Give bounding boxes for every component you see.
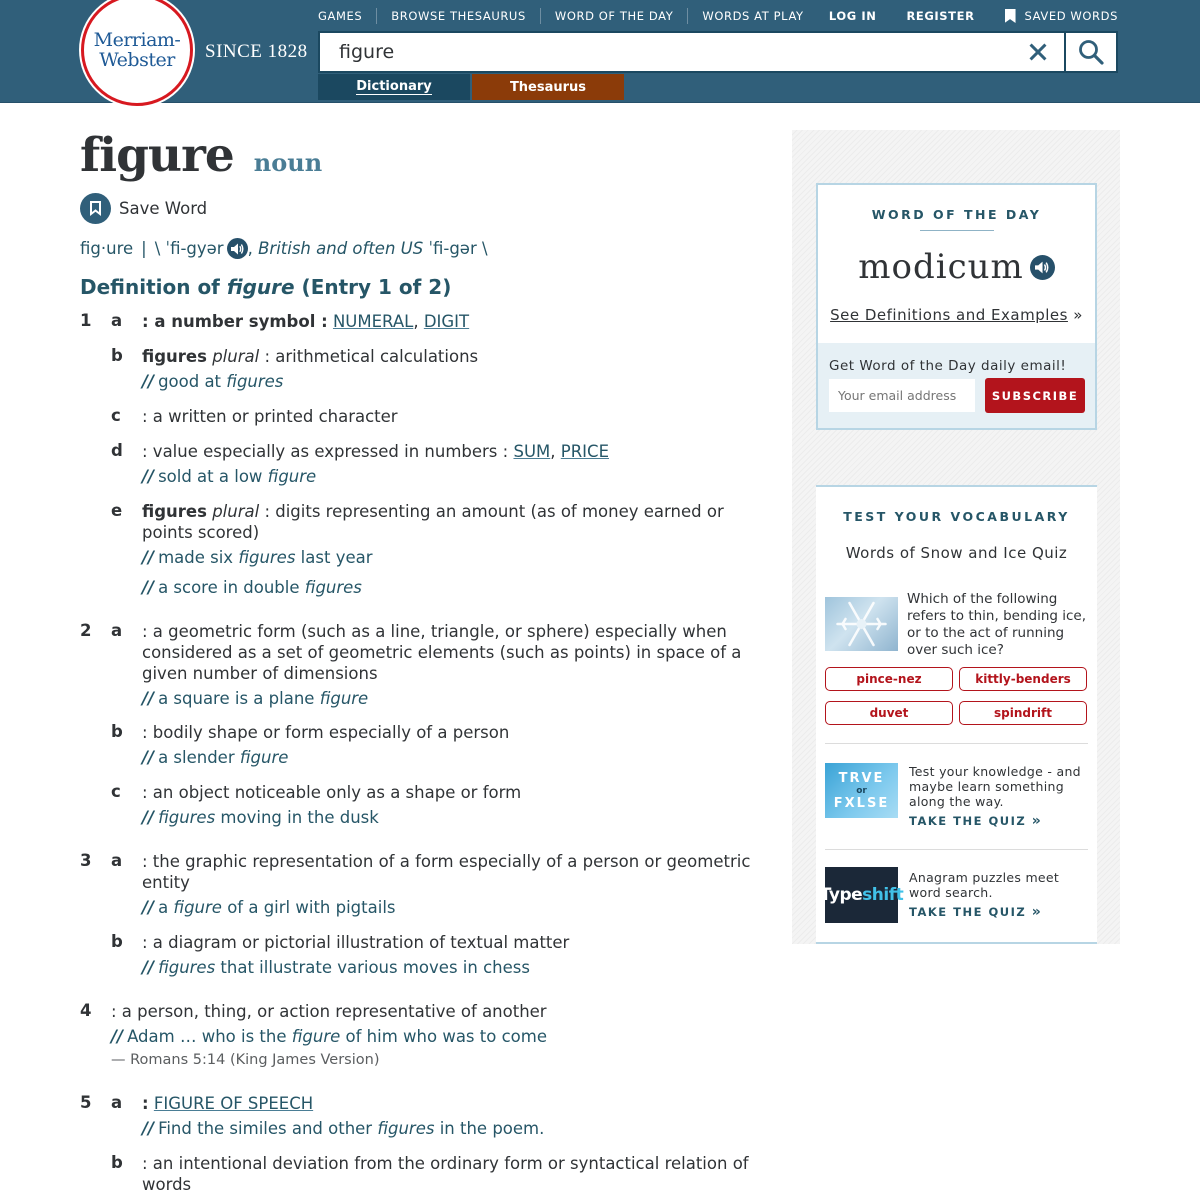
logo-text-line2: Webster (99, 49, 175, 71)
user-nav (799, 8, 1118, 24)
sense-letter: a (111, 311, 123, 330)
vis-italic: figure (267, 467, 317, 486)
plural-label: plural (212, 347, 260, 366)
quiz-option-spindrift[interactable]: spindrift (959, 701, 1087, 725)
sense-bold: figures (142, 502, 207, 521)
xref-digit[interactable]: DIGIT (423, 312, 470, 331)
word-of-the-day-widget (816, 183, 1097, 430)
true-false-promo-text: Test your knowledge - and maybe learn something along the way. (909, 764, 1081, 809)
def-text: : value especially as expressed in numbers : (142, 442, 509, 461)
wotd-word-row (818, 247, 1095, 287)
xref-price[interactable]: PRICE (560, 442, 609, 461)
right-sidebar (792, 130, 1120, 944)
test-vocabulary-widget (816, 485, 1097, 944)
vis-italic: figure (319, 689, 369, 708)
since-1828-text: SINCE 1828 (205, 41, 308, 62)
vis-post: last year (295, 548, 373, 567)
vis-slash: // (142, 748, 155, 767)
vis-post: of him who was to come (340, 1027, 547, 1046)
wotd-link-arrow: » (1073, 306, 1083, 324)
vis-italic: figure (291, 1027, 341, 1046)
definition-text (142, 501, 770, 543)
sense-letter: a (111, 851, 123, 870)
sense-letter: b (111, 346, 123, 365)
snowflake-image (825, 597, 898, 651)
typeshift-logo[interactable] (819, 867, 904, 923)
vis-pre: made six (158, 548, 239, 567)
definition-text: : an intentional deviation from the ordinary form or syntactical relation of words (142, 1154, 749, 1194)
example-sentence (111, 1026, 761, 1047)
example-sentence (142, 957, 770, 978)
example-sentence (142, 807, 770, 828)
vis-slash: // (111, 1027, 124, 1046)
example-attribution: — Romans 5:14 (King James Version) (111, 1052, 380, 1068)
vis-italic: figure (239, 748, 289, 767)
subscribe-button[interactable]: SUBSCRIBE (985, 378, 1085, 413)
definition-title (80, 275, 780, 299)
tf-line3: FXLSE (833, 795, 890, 811)
search-button[interactable] (1064, 33, 1116, 71)
take-quiz-link-typeshift[interactable] (909, 904, 1042, 920)
pronunciation-label: British and often US (258, 239, 424, 258)
tab-dictionary[interactable] (318, 74, 470, 100)
typeshift-promo-text: Anagram puzzles meet word search. (909, 870, 1060, 900)
pronunciation-2: ˈfi-gər (428, 239, 477, 258)
divider (825, 849, 1088, 850)
vis-italic: figures (158, 808, 216, 827)
definition-text: : the graphic representation of a form especially of a person or geometric entity (142, 852, 751, 892)
vis-pre: a (158, 898, 174, 917)
quiz-option-pince-nez[interactable]: pince-nez (825, 667, 953, 691)
pronunciation-1: ˈfi-gyər (165, 239, 224, 258)
def-colon: : (142, 1094, 149, 1113)
merriam-webster-logo[interactable] (81, 0, 193, 106)
sense-letter: c (111, 782, 121, 801)
def-title-word: figure (226, 275, 295, 299)
chevron-right-icon: » (1031, 904, 1043, 920)
vis-pre: a square is a plane (158, 689, 320, 708)
bookmark-icon (1005, 9, 1016, 23)
definition-text: : bodily shape or form especially of a person (142, 723, 510, 742)
pron-open: \ (154, 239, 161, 258)
nav-word-of-the-day[interactable]: WORD OF THE DAY (540, 8, 688, 24)
take-quiz-label: TAKE THE QUIZ (909, 814, 1027, 828)
plural-label: plural (212, 502, 260, 521)
vocab-heading: TEST YOUR VOCABULARY (843, 509, 1070, 524)
take-quiz-link-true-false[interactable] (909, 813, 1042, 829)
search-input[interactable] (320, 33, 1012, 71)
nav-browse-thesaurus[interactable]: BROWSE THESAURUS (376, 8, 540, 24)
definition-text: : a diagram or pictorial illustration of textual matter (142, 933, 570, 952)
pron-comma: , (247, 239, 253, 258)
top-nav (318, 8, 818, 24)
xref-numeral[interactable]: NUMERAL (332, 312, 414, 331)
syllables: fig·ure (80, 239, 134, 258)
sense-letter: c (111, 406, 121, 425)
vis-italic: figures (238, 548, 296, 567)
def-text: : arithmetical calculations (264, 347, 479, 366)
quiz-question: Which of the following refers to thin, bending ice, or to the act of running over such ice? (907, 591, 1087, 658)
vis-pre: Find the similes and other (158, 1119, 378, 1138)
vis-pre: a score in double (158, 578, 305, 597)
headword: figure (80, 128, 234, 183)
definition-text (142, 1093, 770, 1114)
sense-bold: figures (142, 347, 207, 366)
take-quiz-label: TAKE THE QUIZ (909, 905, 1027, 919)
register-link[interactable]: REGISTER (906, 9, 975, 23)
nav-words-at-play[interactable]: WORDS AT PLAY (687, 8, 817, 24)
definition-text (142, 346, 770, 367)
site-header (0, 0, 1200, 103)
sense-letter: b (111, 932, 123, 951)
def-title-post: (Entry 1 of 2) (294, 275, 452, 299)
pronunciation-row (80, 238, 780, 259)
definition-text: : an object noticeable only as a shape or form (142, 783, 522, 802)
sense-number: 2 (80, 621, 92, 640)
sense-number: 5 (80, 1093, 92, 1112)
vis-pre: sold at a low (158, 467, 268, 486)
vis-post: moving in the dusk (215, 808, 379, 827)
example-sentence (142, 577, 770, 598)
wotd-email-signup (818, 343, 1095, 428)
wotd-heading: WORD OF THE DAY (871, 207, 1042, 222)
vis-slash: // (142, 1119, 155, 1138)
tab-thesaurus-label: Thesaurus (509, 79, 587, 95)
entry-main (80, 128, 780, 299)
search-bar (318, 31, 1118, 73)
typeshift-logo-a: Type (819, 885, 863, 905)
example-sentence (142, 371, 770, 392)
quiz-option-kittly-benders[interactable]: kittly-benders (959, 667, 1087, 691)
chevron-right-icon: » (1031, 813, 1043, 829)
wotd-link[interactable] (818, 306, 1095, 324)
search-tabs (318, 74, 626, 100)
vis-post: that illustrate various moves in chess (215, 958, 530, 977)
bookmark-icon (90, 201, 101, 216)
definition-text: : a person, thing, or action representative of another (111, 1002, 547, 1021)
vis-slash: // (142, 689, 155, 708)
vis-slash: // (142, 578, 155, 597)
saved-words-label: SAVED WORDS (1024, 9, 1118, 23)
vis-post: in the poem. (434, 1119, 545, 1138)
vis-pre: Adam … who is the (127, 1027, 292, 1046)
sense-letter: e (111, 501, 123, 520)
tf-line1: TRVE (838, 770, 885, 786)
audio-icon[interactable] (1030, 255, 1055, 280)
vis-post: of a girl with pigtails (221, 898, 396, 917)
wotd-email-label: Get Word of the Day daily email! (829, 358, 1067, 374)
pron-close: \ (482, 239, 488, 258)
vis-pre: a slender (158, 748, 240, 767)
example-sentence (142, 747, 770, 768)
sense-letter: a (111, 1093, 123, 1112)
example-sentence (142, 547, 770, 568)
pron-pipe: | (141, 239, 147, 258)
tab-dictionary-label: Dictionary (356, 78, 432, 94)
def-title-pre: Definition of (80, 275, 227, 299)
definition-text (142, 441, 770, 462)
example-sentence (142, 897, 770, 918)
example-sentence (142, 688, 770, 709)
sense-letter: d (111, 441, 123, 460)
xref-comma: , (413, 312, 419, 331)
wotd-word[interactable]: modicum (858, 247, 1024, 287)
login-link[interactable]: LOG IN (828, 9, 877, 23)
xref-figure-of-speech[interactable]: FIGURE OF SPEECH (153, 1094, 314, 1113)
close-icon[interactable] (1012, 33, 1064, 71)
def-colon-text: : a number symbol : (142, 312, 328, 331)
tab-thesaurus[interactable] (472, 74, 624, 100)
sense-letter: b (111, 722, 123, 741)
vis-slash: // (142, 372, 155, 391)
vocab-quiz-title[interactable]: Words of Snow and Ice Quiz (845, 544, 1068, 562)
nav-games[interactable]: GAMES (318, 9, 363, 23)
audio-icon[interactable] (227, 238, 248, 259)
save-word-circle (80, 193, 111, 224)
typeshift-logo-b: shift (862, 885, 904, 905)
vis-slash: // (142, 898, 155, 917)
true-or-false-image[interactable] (825, 763, 898, 818)
vis-slash: // (142, 467, 155, 486)
search-icon (1078, 39, 1104, 65)
logo-text-line1: Merriam- (93, 29, 181, 51)
vis-slash: // (142, 548, 155, 567)
part-of-speech[interactable]: noun (253, 148, 323, 177)
headword-row (80, 128, 780, 184)
vis-pre: good at (158, 372, 227, 391)
sense-letter: b (111, 1153, 123, 1172)
definition-text: : a geometric form (such as a line, triangle, or sphere) especially when considered as a set of geometric elements (such as points) in space of a given number of dimensions (142, 622, 742, 683)
divider (825, 743, 1088, 744)
save-word-button[interactable] (80, 193, 780, 224)
quiz-option-duvet[interactable]: duvet (825, 701, 953, 725)
vis-slash: // (142, 808, 155, 827)
wotd-link-text: See Definitions and Examples (830, 306, 1068, 324)
saved-words-link[interactable] (1005, 8, 1118, 24)
vis-italic: figures (158, 958, 216, 977)
xref-sum[interactable]: SUM (513, 442, 551, 461)
vis-slash: // (142, 958, 155, 977)
sense-number: 4 (80, 1001, 92, 1020)
save-word-label: Save Word (119, 199, 208, 218)
email-input[interactable] (829, 379, 975, 412)
definition-text: : a written or printed character (142, 407, 398, 426)
sense-number: 1 (80, 311, 92, 330)
def-text: : digits representing an amount (as of money earned or points scored) (142, 502, 724, 542)
definition-text (142, 311, 770, 332)
sense-letter: a (111, 621, 123, 640)
vis-italic: figures (304, 578, 362, 597)
tf-line2: or (856, 785, 867, 796)
vis-italic: figures (226, 372, 284, 391)
example-sentence (142, 466, 770, 487)
wotd-divider (920, 230, 994, 231)
vis-italic: figure (173, 898, 222, 917)
example-sentence (142, 1118, 770, 1139)
vis-italic: figures (377, 1119, 435, 1138)
xref-comma: , (550, 442, 556, 461)
sense-number: 3 (80, 851, 92, 870)
